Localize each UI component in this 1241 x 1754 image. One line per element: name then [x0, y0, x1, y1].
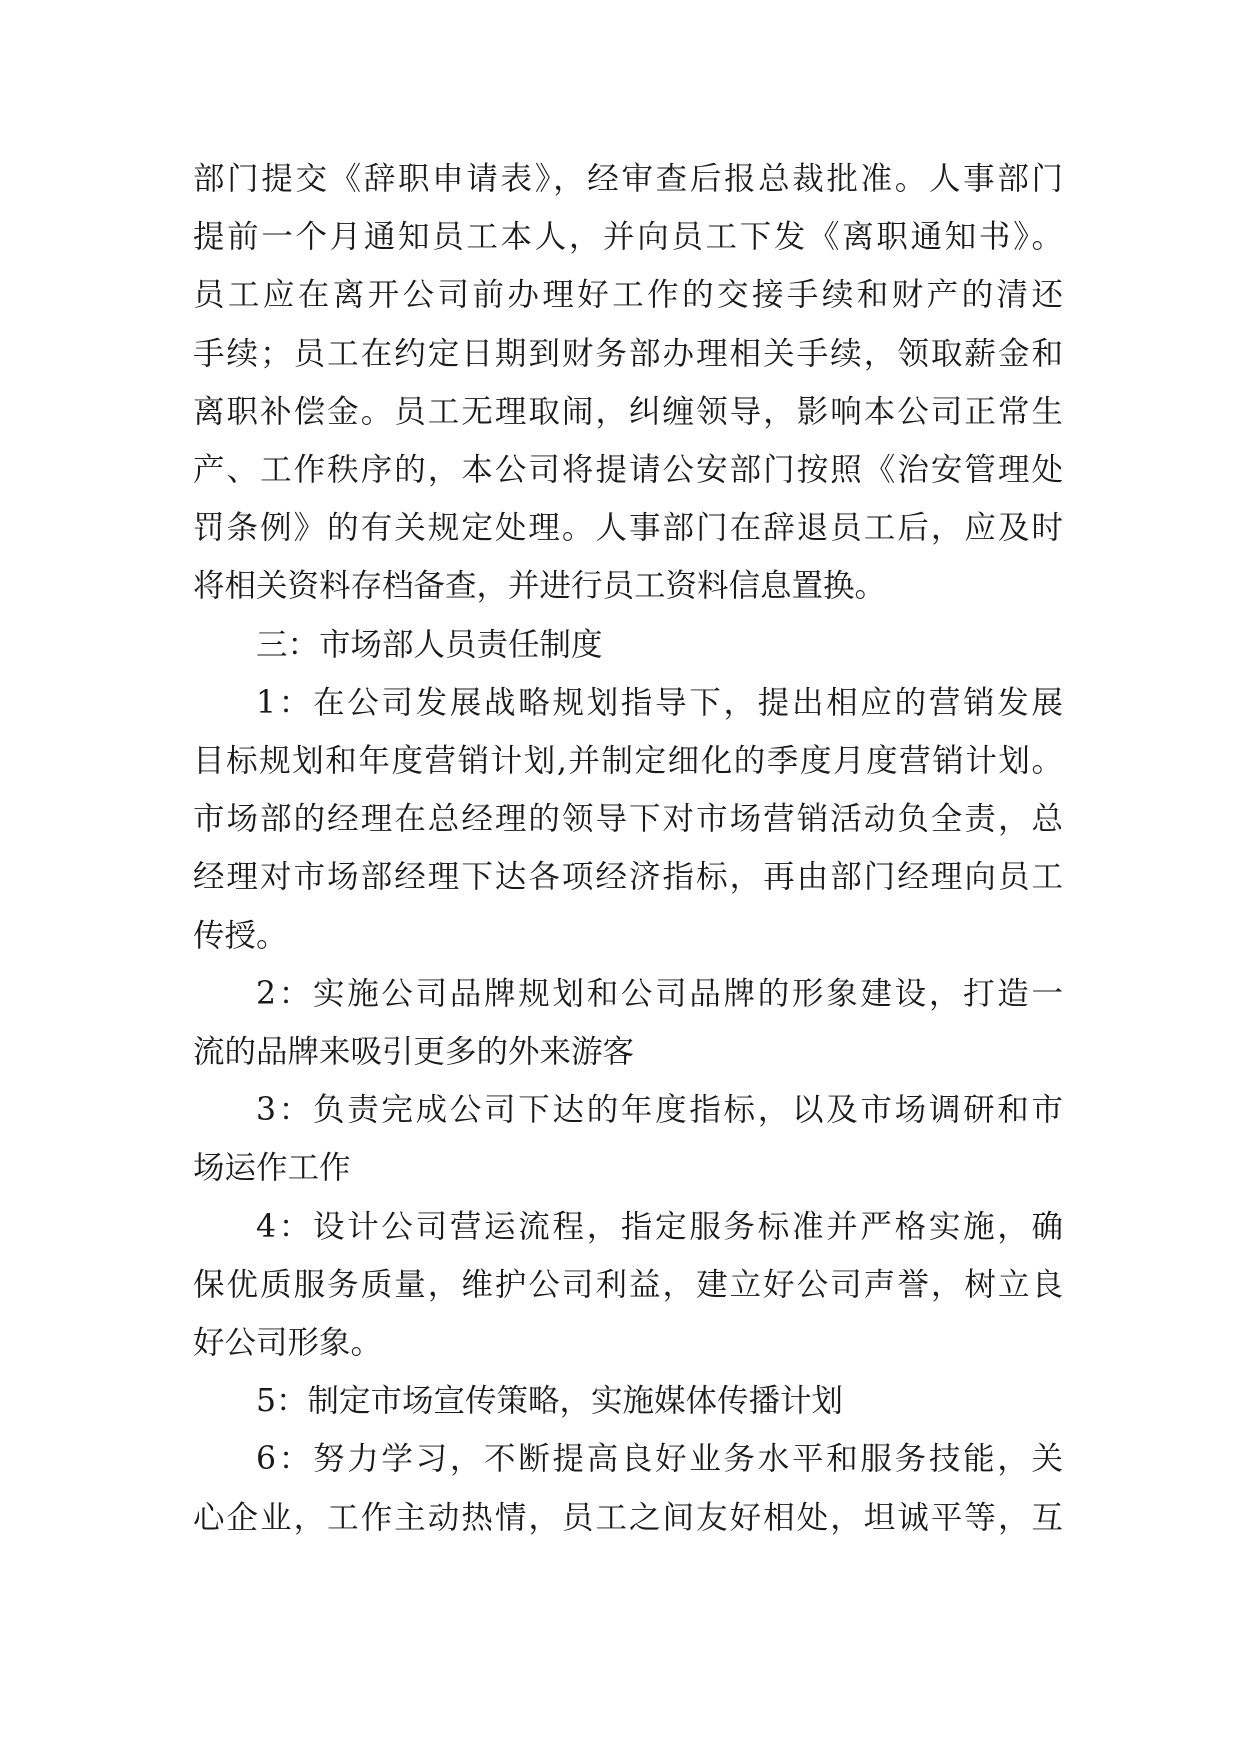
body-text-line: 4：设计公司营运流程，指定服务标准并严格实施，确 — [256, 1208, 1063, 1245]
body-text-line: 6：努力学习，不断提高良好业务水平和服务技能，关 — [256, 1441, 1063, 1478]
body-text-line: 手续；员工在约定日期到财务部办理相关手续，领取薪金和 — [193, 335, 1063, 372]
body-text-line: 罚条例》的有关规定处理。人事部门在辞退员工后，应及时 — [193, 510, 1063, 547]
body-text-line: 场运作工作 — [193, 1150, 351, 1187]
body-text-line: 3：负责完成公司下达的年度指标，以及市场调研和市 — [256, 1092, 1063, 1129]
body-text-line: 产、工作秩序的，本公司将提请公安部门按照《治安管理处 — [193, 452, 1063, 489]
body-text-line: 将相关资料存档备查，并进行员工资料信息置换。 — [193, 568, 887, 605]
body-text-line: 目标规划和年度营销计划,并制定细化的季度月度营销计划。 — [193, 743, 1063, 780]
body-text-line: 1：在公司发展战略规划指导下，提出相应的营销发展 — [256, 684, 1063, 721]
body-text-line: 提前一个月通知员工本人，并向员工下发《离职通知书》。 — [193, 219, 1063, 256]
body-text-line: 市场部的经理在总经理的领导下对市场营销活动负全责，总 — [193, 801, 1063, 838]
body-text-line: 部门提交《辞职申请表》，经审查后报总裁批准。人事部门 — [193, 161, 1063, 197]
body-text-line: 传授。 — [193, 917, 288, 954]
body-text-line: 心企业，工作主动热情，员工之间友好相处，坦诚平等，互 — [193, 1499, 1063, 1536]
body-text-line: 5：制定市场宣传策略，实施媒体传播计划 — [256, 1383, 844, 1420]
body-text-line: 员工应在离开公司前办理好工作的交接手续和财产的清还 — [193, 277, 1063, 314]
body-text-line: 离职补偿金。员工无理取闹，纠缠领导，影响本公司正常生 — [193, 393, 1063, 430]
section-heading: 三：市场部人员责任制度 — [256, 626, 603, 663]
body-text-line: 好公司形象。 — [193, 1325, 383, 1362]
body-text-line: 经理对市场部经理下达各项经济指标，再由部门经理向员工 — [193, 859, 1063, 896]
body-text-line: 流的品牌来吸引更多的外来游客 — [193, 1034, 635, 1071]
body-text-line: 保优质服务质量，维护公司利益，建立好公司声誉，树立良 — [193, 1266, 1063, 1303]
body-text-line: 2：实施公司品牌规划和公司品牌的形象建设，打造一 — [256, 975, 1063, 1012]
document-page — [193, 150, 1063, 1547]
